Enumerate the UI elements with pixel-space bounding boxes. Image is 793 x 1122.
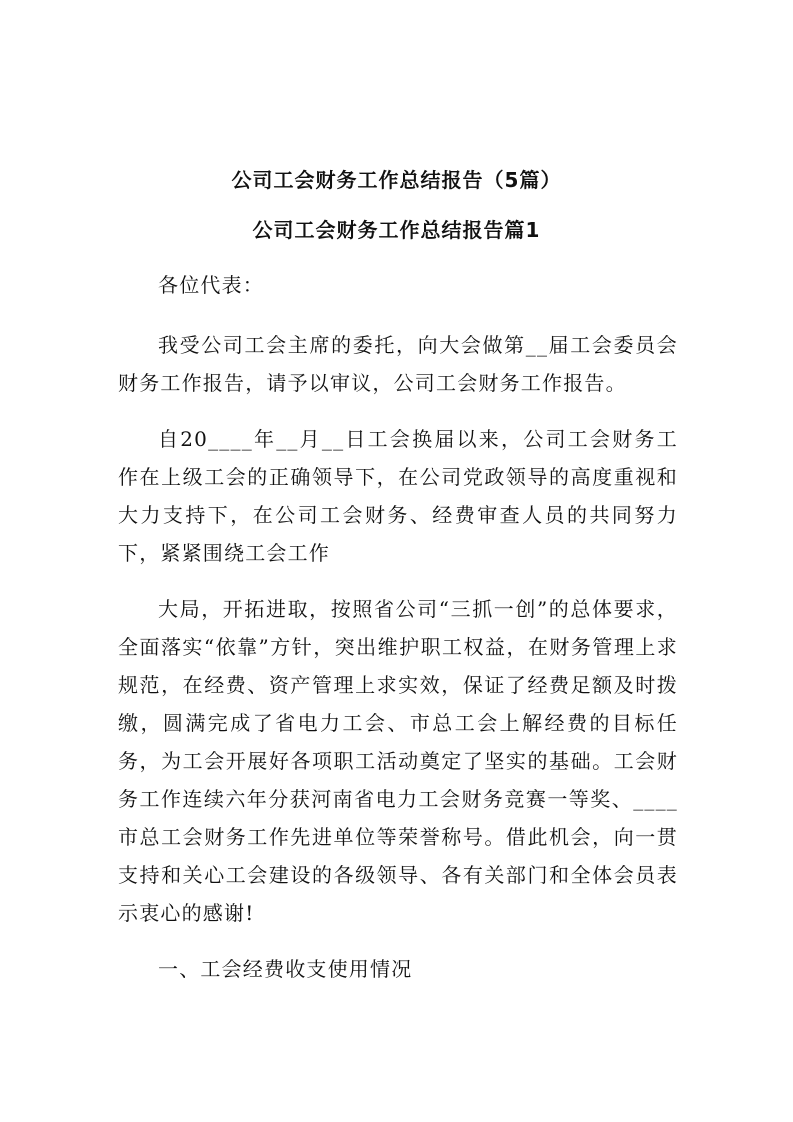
- document-body: [118, 266, 678, 1006]
- paragraph-3: 大局，开拓进取，按照省公司“三抓一创”的总体要求，全面落实“依靠”方针，突出维护职工权益，在财务管理上求规范，在经费、资产管理上求实效，保证了经费足额及时拨缴，圆满完成了省电力工会、市总工会上解经费的目标任务，为工会开展好各项职工活动奠定了坚实的基础。工会财务工作连续六年分获河南省电力工会财务竞赛一等奖、____市总工会财务工作先进单位等荣誉称号。借此机会，向一贯支持和关心工会建设的各级领导、各有关部门和全体会员表示衷心的感谢!: [118, 597, 678, 925]
- paragraph-2: 自20____年__月__日工会换届以来，公司工会财务工作在上级工会的正确领导下，在公司党政领导的高度重视和大力支持下，在公司工会财务、经费审查人员的共同努力下，紧紧围绕工会工作: [118, 427, 678, 565]
- document-subtitle: 公司工会财务工作总结报告篇1: [252, 218, 541, 242]
- section-heading: 一、工会经费收支使用情况: [158, 957, 413, 981]
- document-title: 公司工会财务工作总结报告（5篇）: [231, 168, 562, 192]
- paragraph-1: 我受公司工会主席的委托，向大会做第__届工会委员会财务工作报告，请予以审议，公司工会财务工作报告。: [118, 333, 678, 395]
- salutation: 各位代表：: [158, 273, 264, 297]
